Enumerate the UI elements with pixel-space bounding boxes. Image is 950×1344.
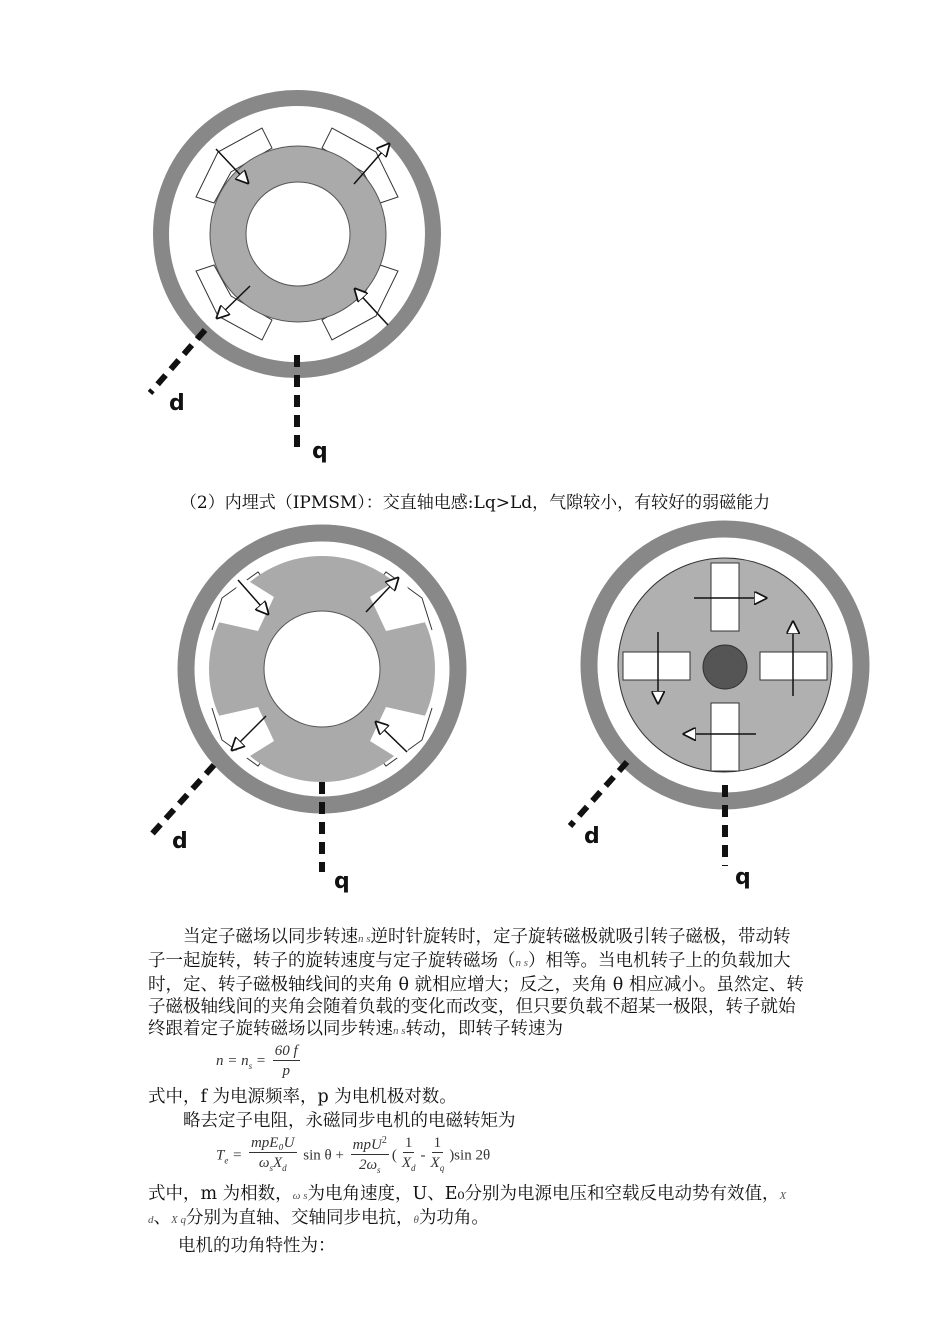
line-torque-intro: 略去定子电阻，永磁同步电机的电磁转矩为 bbox=[183, 1111, 516, 1131]
symbol-xq: X q bbox=[171, 1214, 186, 1226]
d-axis bbox=[570, 762, 627, 826]
figure-ipm-ring-cross-section bbox=[140, 515, 480, 900]
q-axis-label: q bbox=[735, 865, 751, 890]
paragraph-where-symbols: 式中，m 为相数，ω s为电角速度，U、E₀分别为电源电压和空载反电动势有效值，X d、X q分别为直轴、交轴同步电抗，θ为功角。 bbox=[148, 1184, 787, 1228]
d-axis-label: d bbox=[172, 829, 188, 854]
d-axis bbox=[152, 765, 214, 834]
symbol-xd: X d bbox=[148, 1190, 787, 1226]
line-power-angle: 电机的功角特性为： bbox=[178, 1236, 336, 1256]
d-axis-label: d bbox=[169, 391, 185, 416]
d-axis-label: d bbox=[584, 824, 600, 849]
symbol-theta: θ bbox=[413, 1214, 419, 1226]
paragraph-synchronous-speed: 当定子磁场以同步转速n s逆时针旋转时，定子旋转磁极就吸引转子磁极，带动转子一起旋转，转子的旋转速度与定子旋转磁场（n s）相等。当电机转子上的负载加大时，定、转子磁极轴线间的夹角 θ 就相应增大；反之，夹角 θ 相应减小。虽然定、转子磁极轴线间的夹角会随着负载的变化而改变，但只要负载不超某一极限，转子就始终跟着定子旋转磁场以同步转速n s转动，即转子转速为 bbox=[148, 927, 804, 1039]
figure-spm-cross-section bbox=[140, 80, 480, 470]
symbol-ns: n s bbox=[515, 957, 529, 969]
d-axis bbox=[150, 330, 205, 393]
q-axis-label: q bbox=[312, 439, 328, 464]
figure-ipm-spoke-cross-section bbox=[560, 515, 880, 900]
symbol-ns: n s bbox=[393, 1025, 406, 1037]
symbol-ns: n s bbox=[358, 933, 371, 945]
formula-rotor-speed: $n = n_s$ = $\frac{60 f}{p}$ bbox=[216, 1043, 298, 1079]
line-where-f-p: 式中，f 为电源频率，p 为电机极对数。 bbox=[148, 1087, 457, 1107]
caption-ipmsm: （2）内埋式（IPMSM）：交直轴电感:Lq>Ld，气隙较小，有较好的弱磁能力 bbox=[179, 493, 771, 513]
shaft bbox=[703, 645, 747, 689]
formula-electromagnetic-torque: $T_e$ = $\frac{\text{mpE₀U}}{\omega_sX_d}$ sin θ + $\frac{mpU^2}{2\omega_s}$ ( $\frac{1}{X_d}$ - $\frac{1}{X_q}$ )sin 2θ bbox=[216, 1132, 490, 1180]
symbol-omega-s: ω s bbox=[292, 1190, 308, 1202]
q-axis-label: q bbox=[334, 869, 350, 894]
